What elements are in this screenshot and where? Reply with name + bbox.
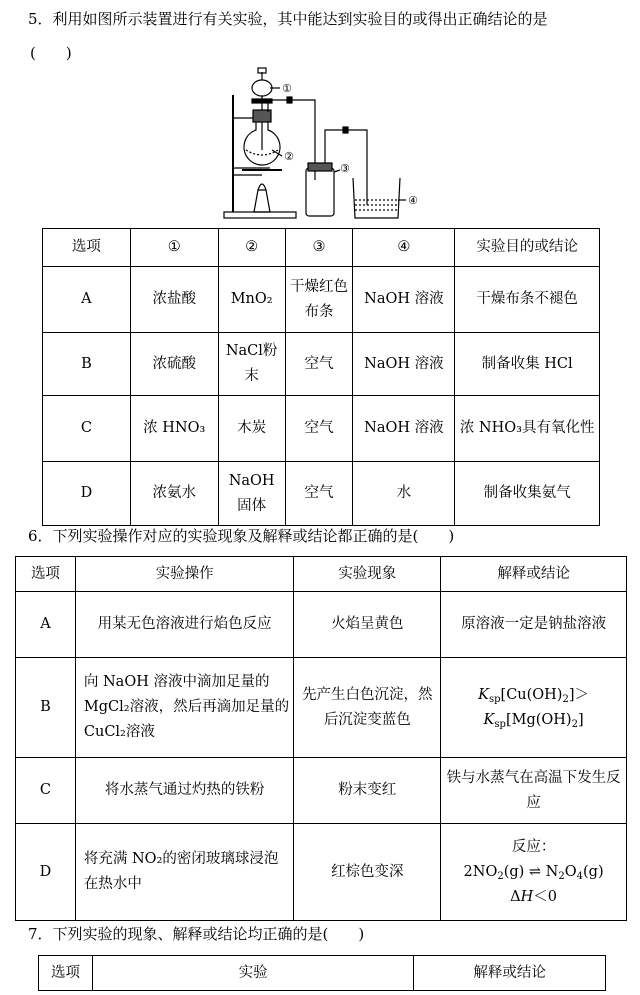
option-cell: D — [43, 462, 131, 526]
q7-header-cell: 选项 — [39, 956, 93, 991]
reagent-4-cell: NaOH 溶液 — [353, 396, 455, 462]
reagent-4-cell: NaOH 溶液 — [353, 267, 455, 333]
table-row — [43, 462, 600, 526]
reagent-3-cell: 空气 — [285, 462, 353, 526]
option-cell: C — [16, 758, 76, 824]
apparatus-figure — [0, 0, 640, 230]
conclusion-cell: 制备收集 HCl — [455, 333, 600, 396]
phenomenon-cell: 先产生白色沉淀，然后沉淀变蓝色 — [294, 658, 441, 758]
conclusion-cell: 铁与水蒸气在高温下发生反应 — [441, 758, 627, 824]
q6-table — [15, 556, 627, 921]
option-cell: A — [43, 267, 131, 333]
table-row — [43, 396, 600, 462]
q6-header-cell: 解释或结论 — [441, 557, 627, 592]
reagent-3-cell: 空气 — [285, 396, 353, 462]
phenomenon-cell: 火焰呈黄色 — [294, 592, 441, 658]
q5-header-cell: ④ — [353, 229, 455, 267]
option-cell: B — [43, 333, 131, 396]
table-row — [16, 758, 627, 824]
table-row — [43, 267, 600, 333]
q5-header-cell: ③ — [285, 229, 353, 267]
q5-answer-paren: ( ) — [30, 44, 72, 62]
operation-cell: 向 NaOH 溶液中滴加足量的MgCl₂溶液，然后再滴加足量的 CuCl₂溶液 — [75, 658, 294, 758]
label-2: ② — [284, 150, 294, 163]
q6-header-row — [16, 557, 627, 592]
reagent-4-cell: 水 — [353, 462, 455, 526]
conclusion-cell: 反应： $2NO_2(g)$ ⇌ $N_2O_4(g)$ ΔH＜0 — [441, 824, 627, 921]
q5-header-row — [43, 229, 600, 267]
table-row — [43, 333, 600, 396]
q5-header-cell: ① — [130, 229, 218, 267]
label-3: ③ — [340, 162, 350, 175]
q6-stem: 6．下列实验操作对应的实验现象及解释或结论都正确的是( ) — [28, 527, 455, 545]
q5-table — [42, 228, 600, 526]
option-cell: C — [43, 396, 131, 462]
table-row — [16, 592, 627, 658]
option-cell: B — [16, 658, 76, 758]
q7-header-row — [39, 956, 606, 991]
conclusion-cell: 浓 NHO₃具有氧化性 — [455, 396, 600, 462]
reagent-3-cell: 干燥红色布条 — [285, 267, 353, 333]
q6-header-cell: 实验现象 — [294, 557, 441, 592]
reagent-2-cell: 木炭 — [218, 396, 285, 462]
reagent-2-cell: MnO₂ — [218, 267, 285, 333]
phenomenon-cell: 红棕色变深 — [294, 824, 441, 921]
q5-header-cell: 选项 — [43, 229, 131, 267]
operation-cell: 将水蒸气通过灼热的铁粉 — [75, 758, 294, 824]
reagent-2-cell: NaCl粉末 — [218, 333, 285, 396]
q7-table — [38, 955, 606, 991]
conclusion-cell: 制备收集氨气 — [455, 462, 600, 526]
table-row — [16, 658, 627, 758]
label-1: ① — [282, 82, 292, 95]
conclusion-cell: $K_{sp}[Cu(OH)_2]>$ $K_{sp}[Mg(OH)_2]$ — [441, 658, 627, 758]
q7-header-cell: 实验 — [92, 956, 413, 991]
reagent-1-cell: 浓 HNO₃ — [130, 396, 218, 462]
operation-cell: 将充满 NO₂的密闭玻璃球浸泡在热水中 — [75, 824, 294, 921]
q7-header-cell: 解释或结论 — [414, 956, 606, 991]
q5-header-cell: 实验目的或结论 — [455, 229, 600, 267]
operation-cell: 用某无色溶液进行焰色反应 — [75, 592, 294, 658]
q6-header-cell: 实验操作 — [75, 557, 294, 592]
q5-header-cell: ② — [218, 229, 285, 267]
table-row — [16, 824, 627, 921]
q7-stem: 7．下列实验的现象、解释或结论均正确的是( ) — [28, 925, 365, 943]
reagent-2-cell: NaOH固体 — [218, 462, 285, 526]
q6-header-cell: 选项 — [16, 557, 76, 592]
reagent-4-cell: NaOH 溶液 — [353, 333, 455, 396]
phenomenon-cell: 粉末变红 — [294, 758, 441, 824]
option-cell: D — [16, 824, 76, 921]
reagent-1-cell: 浓氨水 — [130, 462, 218, 526]
option-cell: A — [16, 592, 76, 658]
label-4: ④ — [408, 194, 418, 207]
conclusion-cell: 原溶液一定是钠盐溶液 — [441, 592, 627, 658]
reagent-3-cell: 空气 — [285, 333, 353, 396]
q5-stem: 5．利用如图所示装置进行有关实验，其中能达到实验目的或得出正确结论的是 — [28, 10, 548, 28]
conclusion-cell: 干燥布条不褪色 — [455, 267, 600, 333]
reagent-1-cell: 浓盐酸 — [130, 267, 218, 333]
reagent-1-cell: 浓硫酸 — [130, 333, 218, 396]
